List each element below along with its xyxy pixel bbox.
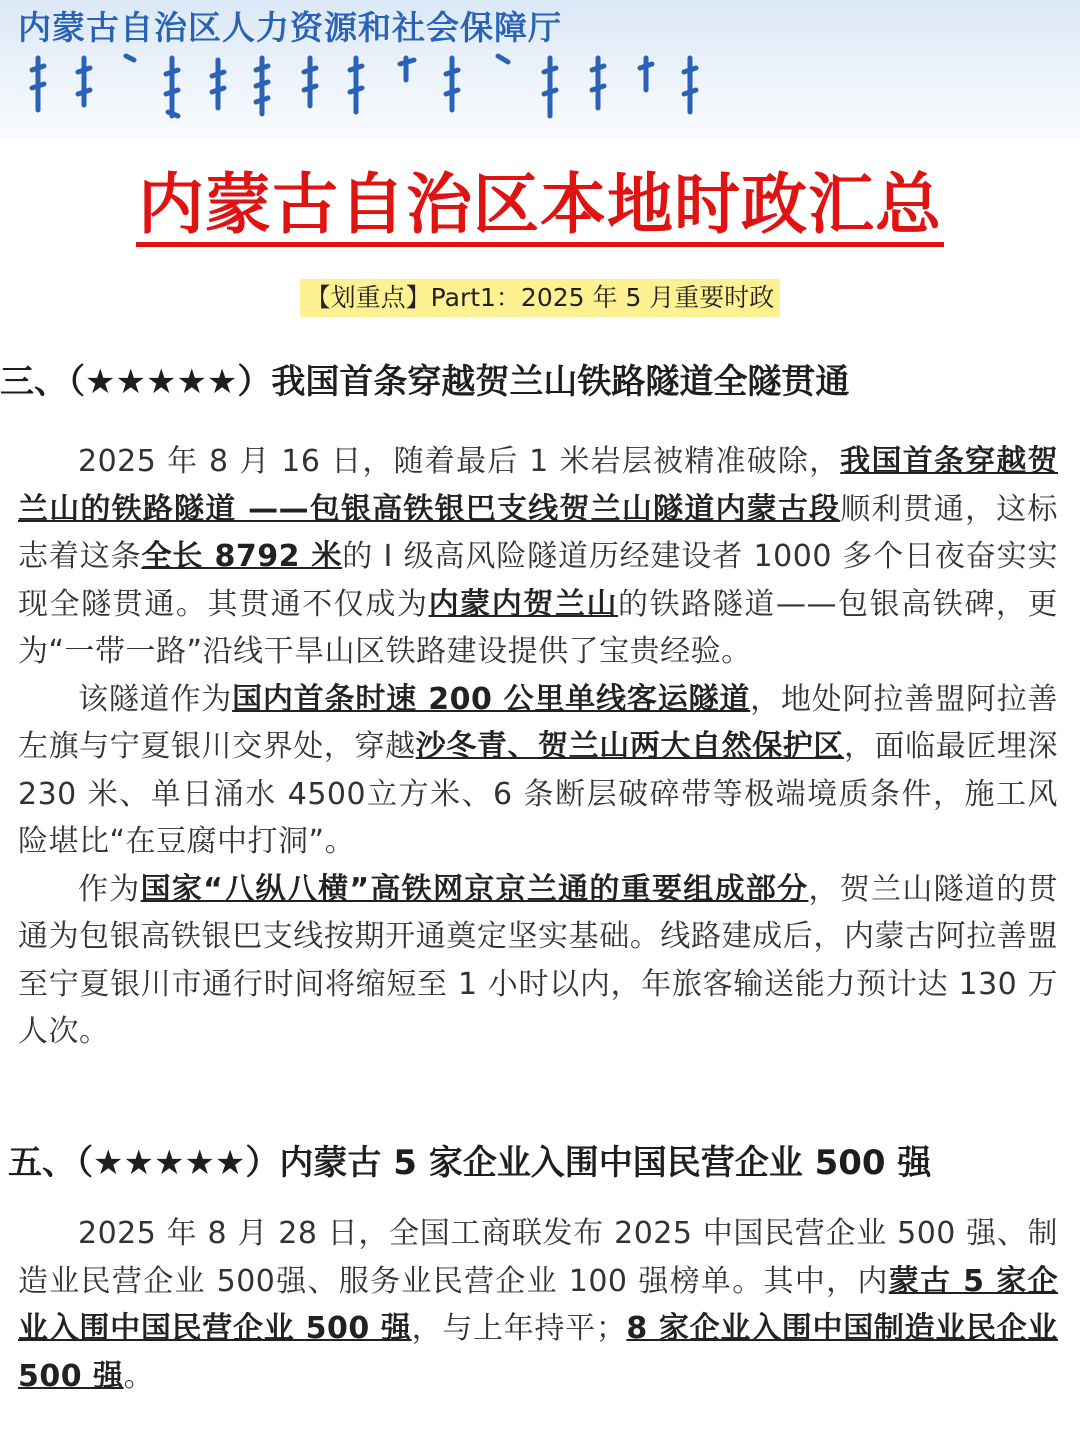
- text-run: 。: [123, 1358, 155, 1394]
- paragraph: [18, 1210, 1058, 1400]
- part-tag: 【划重点】Part1：2025 年 5 月重要时政: [300, 279, 781, 317]
- highlighted-text: 8 家企业入围中国制造业民企业 500 强: [18, 1311, 1059, 1394]
- header-banner: [0, 0, 1080, 138]
- highlighted-text: 蒙古 5 家企业入围中国民营企业 500 强: [18, 1263, 1058, 1346]
- section-3-heading: 三、（★★★★★）我国首条穿越贺兰山铁路隧道全隧贯通: [0, 362, 850, 402]
- highlighted-text: 沙冬青、贺兰山两大自然保护区: [415, 729, 844, 764]
- text-run: 的铁路隧道——包银高铁碑，更为“一带一路”沿线干旱山区铁路建设提供了宝贵经验。: [18, 586, 1059, 669]
- paragraph: [18, 438, 1058, 676]
- paragraph: [18, 676, 1058, 866]
- document-title-wrap: [0, 168, 1080, 247]
- banner-title: 内蒙古自治区人力资源和社会保障厅: [18, 8, 562, 47]
- highlighted-text: 全长 8792 米: [141, 539, 343, 574]
- section-5-body: [18, 1210, 1058, 1400]
- text-run: 2025 年 8 月 16 日，随着最后 1 米岩层被精准破除，: [78, 444, 841, 479]
- text-run: ，贺兰山隧道的贯通为包银高铁银巴支线按期开通奠定坚实基础。线路建成后，内蒙古阿拉善盟至宁夏银川市通行时间将缩短至 1 小时以内，年旅客输送能力预计达 130 万人次。: [18, 871, 1059, 1049]
- mongolian-script-text: [22, 50, 722, 125]
- text-run: 的 Ⅰ 级高风险隧道历经建设者 1000 多个日夜奋实实现全隧贯通。其贯通不仅成为: [18, 539, 1059, 622]
- text-run: ，面临最匠埋深 230 米、单日涌水 4500立方米、6 条断层破碎带等极端境质条件，施工风险堪比“在豆腐中打洞”。: [18, 729, 1059, 859]
- section-3-body: [18, 438, 1058, 1056]
- highlighted-text: 国内首条时速 200 公里单线客运隧道: [232, 681, 751, 717]
- text-run: 顺利贯通，这标志着这条: [18, 491, 1058, 574]
- text-run: ，地处阿拉善盟阿拉善左旗与宁夏银川交界处，穿越: [18, 681, 1059, 764]
- text-run: ，与上年持平；: [411, 1311, 627, 1346]
- text-run: 2025 年 8 月 28 日，全国工商联发布 2025 中国民营企业 500 强、制造业民营企业 500强、服务业民营企业 100 强榜单。其中，内: [18, 1216, 1058, 1299]
- paragraph: [18, 866, 1058, 1056]
- text-run: 作为: [78, 871, 141, 907]
- highlighted-text: 内蒙内贺兰山: [428, 586, 619, 622]
- section-5-heading: 五、（★★★★★）内蒙古 5 家企业入围中国民营企业 500 强: [8, 1143, 932, 1183]
- text-run: 该隧道作为: [78, 681, 233, 717]
- highlighted-text: 国家“八纵八横”高铁网京京兰通的重要组成部分: [140, 871, 809, 907]
- part-tag-wrap: [0, 279, 1080, 317]
- document-title: 内蒙古自治区本地时政汇总: [136, 168, 944, 247]
- highlighted-text: 我国首条穿越贺兰山的铁路隧道 ——包银高铁银巴支线贺兰山隧道内蒙古段: [18, 444, 1059, 527]
